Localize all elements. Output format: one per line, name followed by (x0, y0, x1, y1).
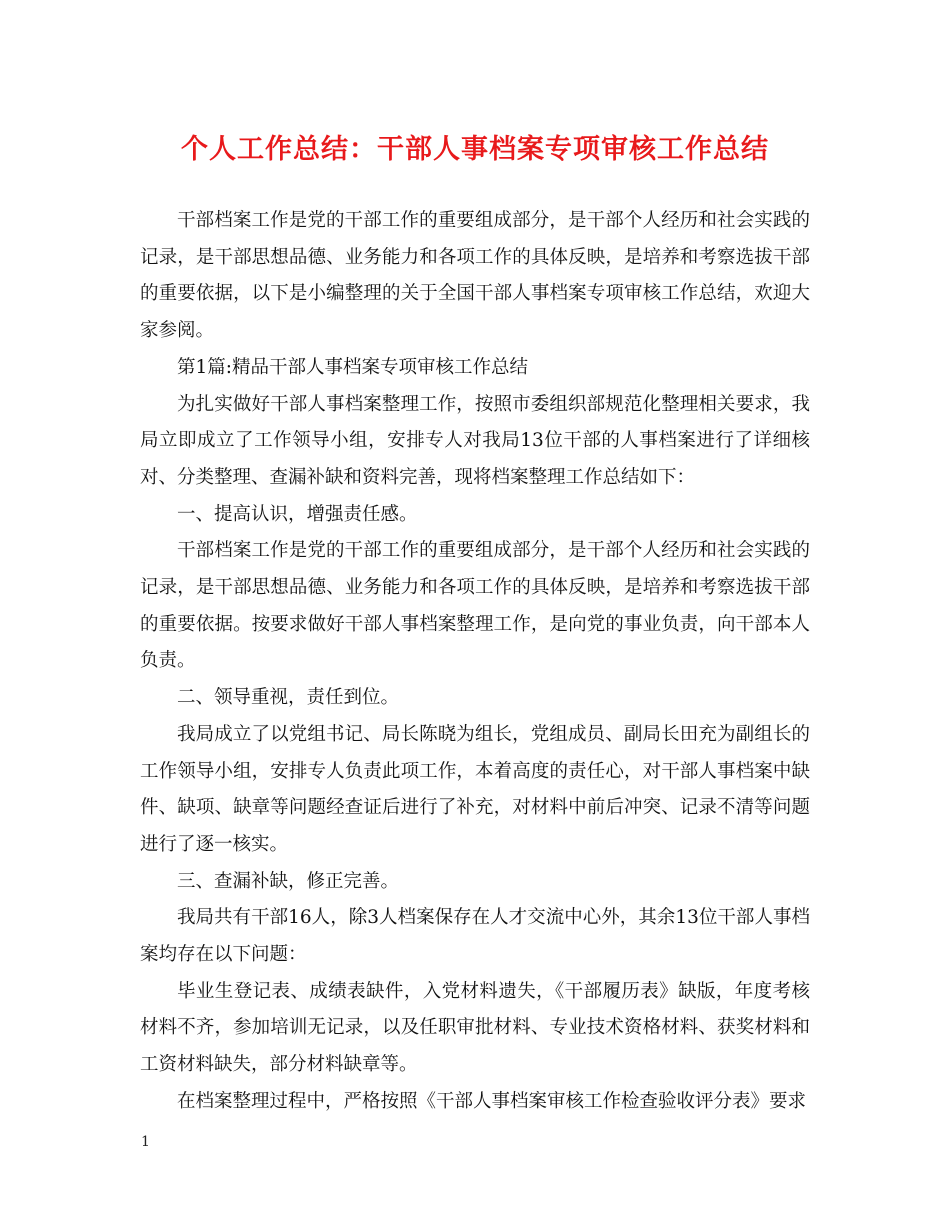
intro-paragraph: 干部档案工作是党的干部工作的重要组成部分，是干部个人经历和社会实践的记录，是干部思想品德、业务能力和各项工作的具体反映，是培养和考察选拔干部的重要依据，以下是小编整理的关于全国干部人事档案专项审核工作总结，欢迎大家参阅。 (140, 210, 810, 342)
document-body (140, 203, 810, 1121)
document-title: 个人工作总结：干部人事档案专项审核工作总结 (181, 134, 769, 165)
section-heading-1: 一、提高认识，增强责任感。 (177, 503, 418, 525)
body-paragraph: 干部档案工作是党的干部工作的重要组成部分，是干部个人经历和社会实践的记录，是干部思想品德、业务能力和各项工作的具体反映，是培养和考察选拔干部的重要依据。按要求做好干部人事档案整理工作，是向党的事业负责，向干部本人负责。 (140, 540, 810, 672)
section-heading-2: 二、领导重视，责任到位。 (177, 687, 400, 709)
body-paragraph: 我局共有干部16人，除3人档案保存在人才交流中心外，其余13位干部人事档案均存在以下问题： (140, 907, 810, 966)
body-paragraph: 为扎实做好干部人事档案整理工作，按照市委组织部规范化整理相关要求，我局立即成立了工作领导小组，安排专人对我局13位干部的人事档案进行了详细核对、分类整理、查漏补缺和资料完善，现将档案整理工作总结如下： (140, 393, 810, 488)
page-number: 1 (141, 1134, 150, 1150)
body-paragraph: 在档案整理过程中，严格按照《干部人事档案审核工作检查验收评分表》要求 (177, 1090, 807, 1112)
section-heading-part1: 第1篇:精品干部人事档案专项审核工作总结 (177, 356, 529, 378)
body-paragraph: 毕业生登记表、成绩表缺件，入党材料遗失，《干部履历表》缺版，年度考核材料不齐，参加培训无记录，以及任职审批材料、专业技术资格材料、获奖材料和工资材料缺失，部分材料缺章等。 (140, 980, 810, 1076)
section-heading-3: 三、查漏补缺，修正完善。 (177, 870, 400, 892)
body-paragraph: 我局成立了以党组书记、局长陈晓为组长，党组成员、副局长田充为副组长的工作领导小组，安排专人负责此项工作，本着高度的责任心，对干部人事档案中缺件、缺项、缺章等问题经查证后进行了补充，对材料中前后冲突、记录不清等问题进行了逐一核实。 (140, 723, 810, 855)
